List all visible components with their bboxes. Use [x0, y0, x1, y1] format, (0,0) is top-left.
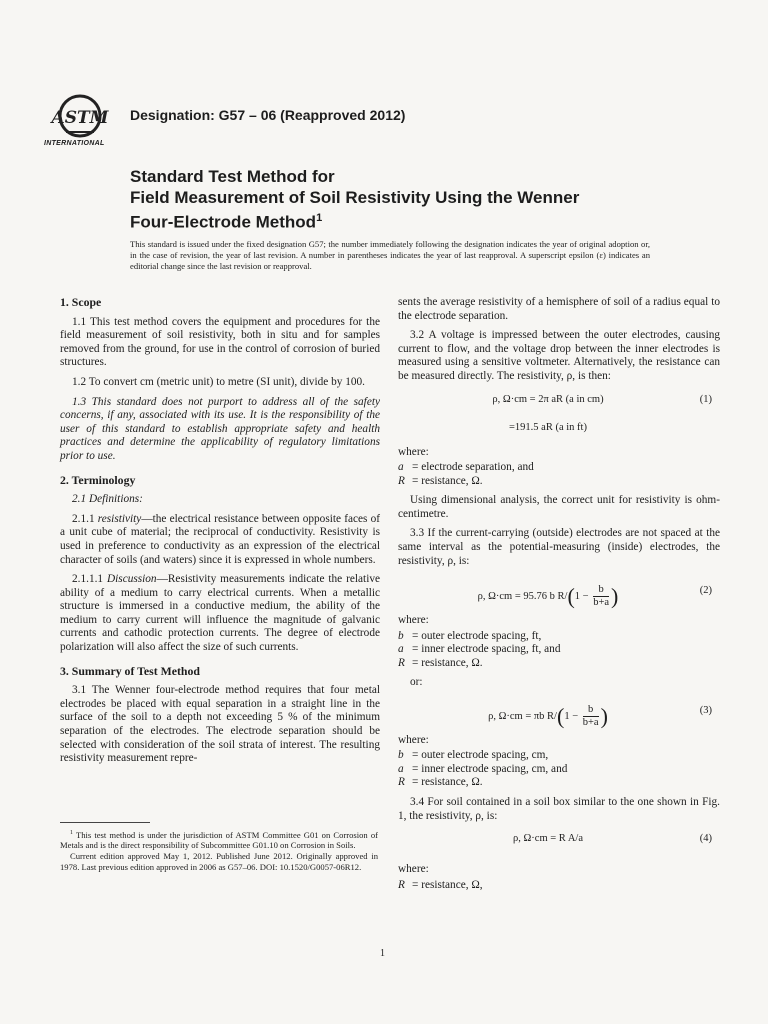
- definition-text: = resistance, Ω.: [412, 776, 483, 789]
- intro-note: This standard is issued under the fixed designation G57; the number immediately following the designation indicates the year of original adoption or, in the case of revision, the year of last revision. A number in parentheses indicates the year of last reapproval. A superscript epsilon (ε) indicates an editorial change since the last revision or reapproval.: [130, 239, 650, 271]
- definition-symbol: b: [398, 629, 404, 642]
- para-1-1: 1.1 This test method covers the equipment and procedures for the field measurement of soil resistivity, both in situ and for samples removed from the ground, for use in the control of corrosion of buried structures.: [60, 315, 380, 369]
- definition-row: [398, 461, 720, 475]
- definition-symbol: R: [398, 656, 405, 669]
- para-2-1-1-1: 2.1.1.1 Discussion—Resistivity measurements indicate the relative ability of a medium to carry electrical currents. When a metallic structure is immersed in a conductive medium, the ability of the medium to carry current will influence the magnitude of galvanic currents and cathodic protection currents. The degree of electrode polarization will also affect the size of such currents.: [60, 573, 380, 654]
- definition-row: [398, 749, 720, 763]
- equation-4-number: (4): [699, 833, 712, 845]
- para-3-4: 3.4 For soil contained in a soil box similar to the one shown in Fig. 1, the resistivity, ρ, is:: [398, 795, 720, 822]
- equation-4: ρ, Ω·cm = R A/a (4): [513, 833, 712, 845]
- definition-text: = resistance, Ω,: [412, 878, 483, 891]
- definitions-4: [398, 879, 720, 893]
- section-summary-heading: 3. Summary of Test Method: [60, 663, 200, 678]
- definition-symbol: a: [398, 643, 404, 656]
- definition-row: [398, 643, 720, 657]
- para-1-3: 1.3 This standard does not purport to address all of the safety concerns, if any, associated with its use. It is the responsibility of the user of this standard to establish appropriate safety and health practices and determine the applicability of regulatory limitations prior to use.: [60, 395, 380, 462]
- definition-text: = inner electrode spacing, ft, and: [412, 643, 561, 656]
- definition-row: [398, 475, 720, 489]
- where-label-3: where:: [398, 733, 429, 746]
- para-dimensional: Using dimensional analysis, the correct unit for resistivity is ohm-centimetre.: [398, 494, 720, 520]
- designation: Designation: G57 – 06 (Reapproved 2012): [130, 107, 406, 123]
- para-2-1: 2.1 Definitions:: [72, 493, 143, 506]
- where-label-4: where:: [398, 863, 429, 876]
- equation-2: ρ, Ω·cm = 95.76 b R/(1 − $\frac{b}{b+a}$ ) (2): [477, 583, 712, 609]
- definition-row: [398, 657, 720, 671]
- equation-3-number: (3): [699, 704, 712, 716]
- equation-2-number: (2): [699, 585, 712, 597]
- definition-symbol: a: [398, 762, 404, 775]
- where-label-1: where:: [398, 445, 429, 458]
- page-number: 1: [380, 948, 385, 959]
- where-label-2: where:: [398, 614, 429, 627]
- left-column: [60, 296, 380, 772]
- title-footnote-mark: 1: [316, 212, 323, 224]
- or-label: or:: [410, 676, 423, 689]
- definition-text: = inner electrode spacing, cm, and: [412, 762, 568, 775]
- equation-1-number: (1): [699, 393, 712, 405]
- definition-row: [398, 776, 720, 790]
- definitions-3: [398, 749, 720, 790]
- para-3-1: 3.1 The Wenner four-electrode method requires that four metal electrodes be placed with equal separation in a straight line in the surface of the soil to a depth not exceeding 5 % of the minimum separation of the electrodes. The electrode separation should be selected with consideration of the soil strata of interest. The resulting resistivity measurement repre-: [60, 684, 380, 765]
- definitions-2: [398, 630, 720, 671]
- document-title: [130, 166, 690, 233]
- para-2-1-1: 2.1.1 resistivity—the electrical resistance between opposite faces of a unit cube of material; the reciprocal of conductivity. Resistivity is used in preference to conductivity as an expression of the electrical character of soils (and waters) since it is expressed in whole numbers.: [60, 512, 381, 566]
- definition-symbol: b: [398, 749, 404, 762]
- footnote-1: $^1$ This test method is under the jurisdiction of ASTM Committee G01 on Corrosion of Metals and is the direct responsibility of Subcommittee G01.10 on Corrosion in Soils.: [60, 829, 379, 851]
- title-line-1: Standard Test Method for: [130, 167, 335, 186]
- definition-symbol: R: [398, 878, 405, 891]
- para-3-3: 3.3 If the current-carrying (outside) electrodes are not spaced at the same interval as the potential-measuring (inside) electrodes, the resistivity, ρ, is:: [398, 527, 720, 567]
- equation-3: ρ, Ω·cm = πb R/(1 − $\frac{b}{b+a}$ ) (3): [488, 703, 712, 729]
- definition-symbol: a: [398, 461, 404, 474]
- definition-symbol: R: [398, 776, 405, 789]
- svg-text:ASTM: ASTM: [51, 108, 109, 128]
- equation-1a: ρ, Ω·cm = 2π aR (a in cm) (1): [492, 393, 712, 405]
- title-line-3: Four-Electrode Method$^1$: [130, 212, 323, 232]
- footnote-2: Current edition approved May 1, 2012. Published June 2012. Originally approved in 1978. Last previous edition approved in 2006 as G57–06. DOI: 10.1520/G0057-06R12.: [60, 851, 378, 872]
- footnote-rule: [60, 822, 150, 823]
- section-terminology-heading: 2. Terminology: [60, 472, 136, 487]
- equation-1b: =191.5 aR (a in ft): [509, 421, 587, 433]
- definition-row: [398, 879, 720, 893]
- definition-text: = resistance, Ω.: [412, 656, 483, 669]
- right-column: [398, 296, 720, 898]
- logo-subtitle: INTERNATIONAL: [44, 140, 105, 147]
- title-line-2: Field Measurement of Soil Resistivity Using the Wenner: [130, 188, 580, 207]
- section-scope-heading: 1. Scope: [60, 295, 102, 309]
- definition-text: = resistance, Ω.: [412, 474, 483, 487]
- para-3-2: 3.2 A voltage is impressed between the outer electrodes, causing current to flow, and the voltage drop between the inner electrodes is measured using a sensitive voltmeter. Alternatively, the resistance can be measured directly. The resistivity, ρ, is then:: [398, 329, 720, 382]
- footnote: [60, 828, 378, 872]
- definition-row: [398, 763, 720, 777]
- definition-text: = electrode separation, and: [412, 461, 534, 474]
- para-1-2: 1.2 To convert cm (metric unit) to metre (SI unit), divide by 100.: [72, 375, 365, 388]
- definition-text: = outer electrode spacing, ft,: [412, 629, 542, 642]
- definition-row: [398, 630, 720, 644]
- definition-symbol: R: [398, 474, 405, 487]
- para-3-1-cont: sents the average resistivity of a hemisphere of soil of a radius equal to the electrode separation.: [398, 296, 720, 322]
- definitions-1: [398, 461, 720, 488]
- definition-text: = outer electrode spacing, cm,: [412, 749, 549, 762]
